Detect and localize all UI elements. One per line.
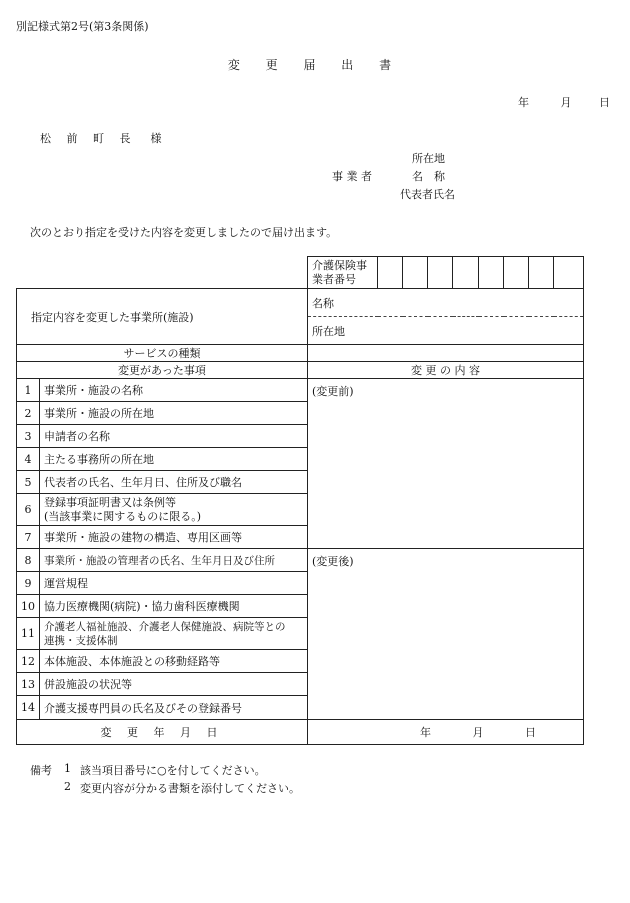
item-text: 申請者の名称 xyxy=(40,425,308,448)
office-label: 指定内容を変更した事業所(施設) xyxy=(17,289,308,345)
item-text: 運営規程 xyxy=(40,572,308,595)
document-title: 変 更 届 出 書 xyxy=(227,58,403,72)
note-number: 1 xyxy=(64,762,71,775)
item-text: 事業所・施設の所在地 xyxy=(40,402,308,425)
office-name-field[interactable]: 名称 xyxy=(308,289,584,317)
item-number[interactable]: 5 xyxy=(17,471,40,494)
item-text: 事業所・施設の建物の構造、専用区画等 xyxy=(40,526,308,549)
item-text: 介護支援専門員の氏名及びその登録番号 xyxy=(40,696,308,720)
office-address-field[interactable]: 所在地 xyxy=(308,317,584,345)
item-number[interactable]: 4 xyxy=(17,448,40,471)
notes-label: 備考 xyxy=(30,764,52,777)
addressee-name: 松 前 町 長 xyxy=(40,132,137,145)
change-date-day-label: 日 xyxy=(525,726,536,739)
item-number[interactable]: 1 xyxy=(17,379,40,402)
item-number[interactable]: 2 xyxy=(17,402,40,425)
service-type-label: サービスの種類 xyxy=(17,345,308,362)
change-date-field[interactable] xyxy=(308,720,584,745)
item-number[interactable]: 12 xyxy=(17,650,40,673)
insurer-number-cell[interactable] xyxy=(428,257,453,289)
item-number[interactable]: 3 xyxy=(17,425,40,448)
submission-date xyxy=(518,94,610,110)
item-text: 協力医療機関(病院)・協力歯科医療機関 xyxy=(40,595,308,618)
item-text: 事業所・施設の名称 xyxy=(40,379,308,402)
item-number[interactable]: 11 xyxy=(17,618,40,650)
applicant-name-label: 名 称 xyxy=(412,170,445,183)
after-change-field[interactable] xyxy=(308,549,584,720)
item-number[interactable]: 8 xyxy=(17,549,40,572)
insurer-number-cell[interactable] xyxy=(504,257,529,289)
addressee xyxy=(40,130,162,146)
item-number[interactable]: 9 xyxy=(17,572,40,595)
change-date-label: 変 更 年 月 日 xyxy=(17,720,308,745)
after-change-label: (変更後) xyxy=(312,555,354,568)
item-text: 代表者の氏名、生年月日、住所及び職名 xyxy=(40,471,308,494)
item-number[interactable]: 7 xyxy=(17,526,40,549)
change-date-month-label: 月 xyxy=(472,726,484,739)
item-text: 本体施設、本体施設との移動経路等 xyxy=(40,650,308,673)
item-number[interactable]: 14 xyxy=(17,696,40,720)
applicant-address-label: 所在地 xyxy=(412,152,445,165)
change-date-year-label: 年 xyxy=(420,726,431,739)
insurer-number-cell[interactable] xyxy=(529,257,554,289)
note-number: 2 xyxy=(64,780,71,793)
insurer-number-label: 介護保険事業者番号 xyxy=(308,257,378,289)
item-number[interactable]: 6 xyxy=(17,494,40,526)
item-text: 登録事項証明書又は条例等 (当該事業に関するものに限る。) xyxy=(40,494,308,526)
intro-text: 次のとおり指定を受けた内容を変更しましたので届け出ます。 xyxy=(30,226,338,239)
item-text: 事業所・施設の管理者の氏名、生年月日及び住所 xyxy=(40,549,308,572)
change-table xyxy=(16,256,584,745)
date-year-label: 年 xyxy=(518,96,529,109)
insurer-number-cell[interactable] xyxy=(554,257,584,289)
applicant-representative-label: 代表者氏名 xyxy=(400,188,455,201)
insurer-number-cell[interactable] xyxy=(378,257,403,289)
item-number[interactable]: 13 xyxy=(17,673,40,696)
date-month-label: 月 xyxy=(560,96,572,109)
addressee-suffix: 様 xyxy=(150,132,162,145)
changed-items-header: 変更があった事項 xyxy=(17,362,308,379)
before-change-label: (変更前) xyxy=(312,385,354,398)
service-type-field[interactable] xyxy=(308,345,584,362)
insurer-number-cell[interactable] xyxy=(479,257,504,289)
insurer-number-cell[interactable] xyxy=(453,257,479,289)
item-text: 介護老人福祉施設、介護老人保健施設、病院等との 連携・支援体制 xyxy=(40,618,308,650)
change-content-header: 変 更 の 内 容 xyxy=(308,362,584,379)
insurer-number-cell[interactable] xyxy=(403,257,428,289)
item-number[interactable]: 10 xyxy=(17,595,40,618)
applicant-label: 事 業 者 xyxy=(332,170,372,183)
item-text: 主たる事務所の所在地 xyxy=(40,448,308,471)
form-number: 別記様式第2号(第3条関係) xyxy=(16,20,149,33)
item-text: 併設施設の状況等 xyxy=(40,673,308,696)
note-text: 該当項目番号に○を付してください。 xyxy=(80,764,266,777)
note-text: 変更内容が分かる書類を添付してください。 xyxy=(80,782,300,795)
before-change-field[interactable] xyxy=(308,379,584,549)
date-day-label: 日 xyxy=(599,96,610,109)
